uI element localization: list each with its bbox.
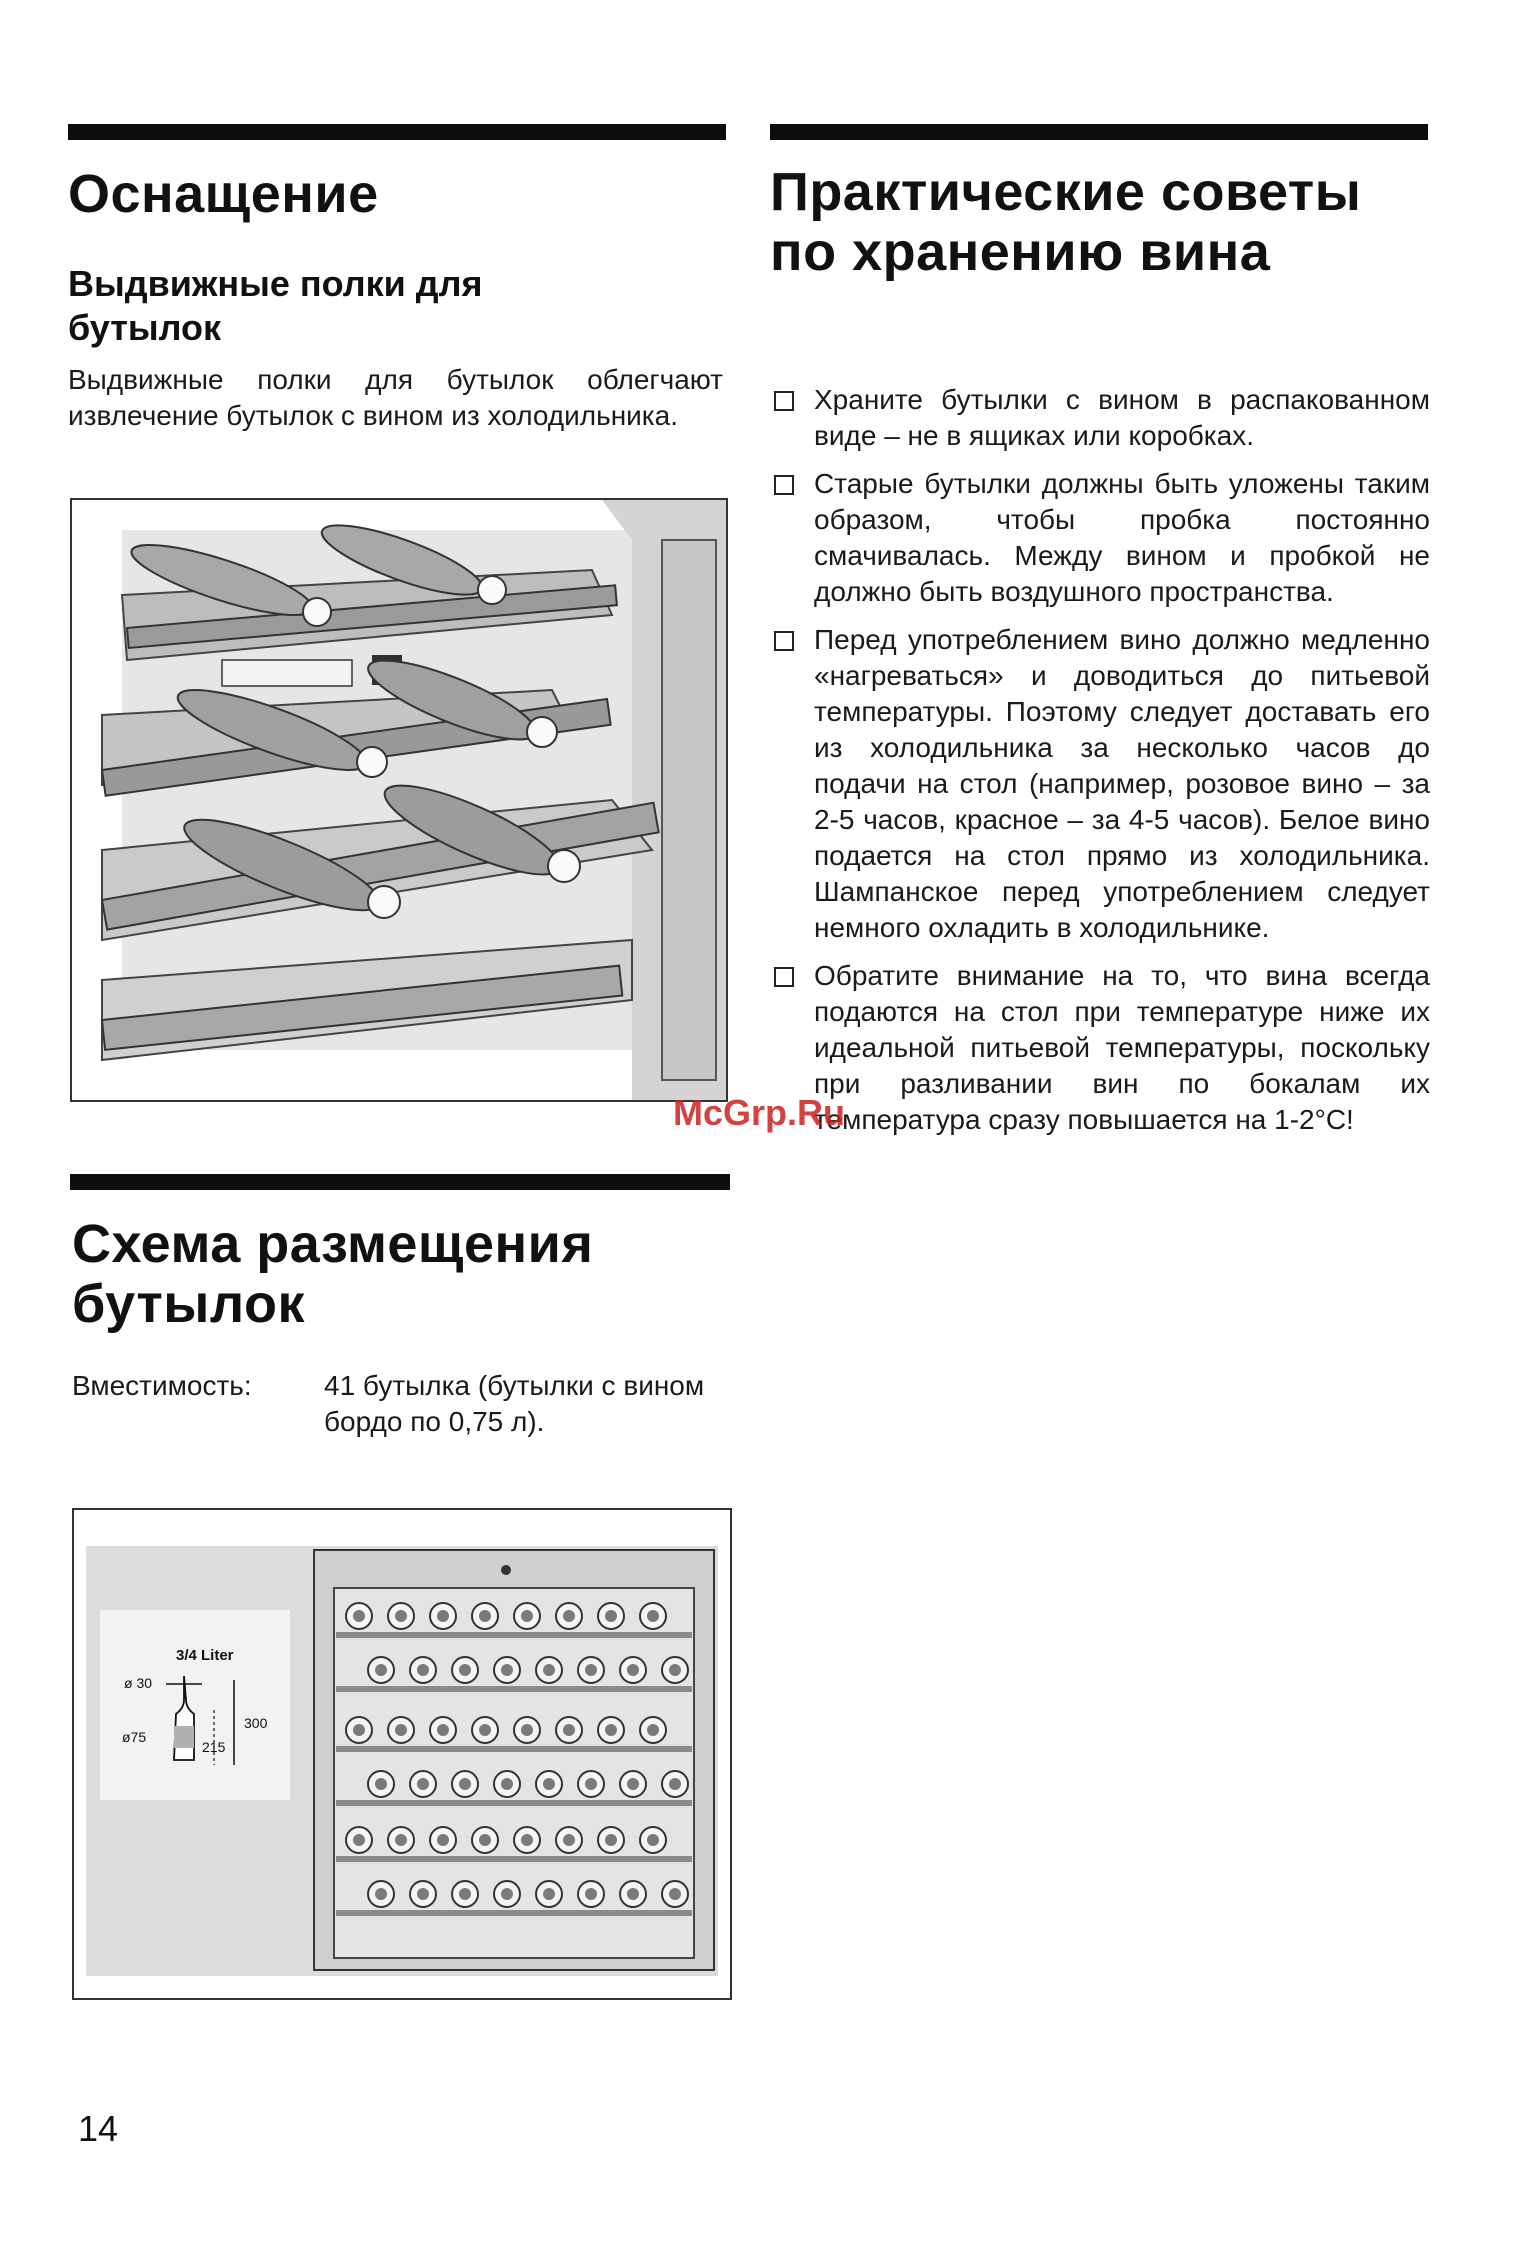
section-title-layout: Схема размещения бутылок	[72, 1214, 594, 1334]
bottle-cork	[501, 1778, 513, 1790]
bottle-cork	[543, 1664, 555, 1676]
bottle-cork	[395, 1724, 407, 1736]
tip-text: Храните бутылки с вином в распакованном виде – не в ящиках или коробках.	[814, 384, 1430, 451]
bottle-cork	[543, 1888, 555, 1900]
bottle-cork	[669, 1664, 681, 1676]
bottle-cork	[501, 1664, 513, 1676]
checkbox-bullet-icon	[774, 391, 794, 411]
bottle-cork	[437, 1724, 449, 1736]
height-body-label: 215	[202, 1739, 226, 1755]
bottle-cork	[543, 1778, 555, 1790]
shelf-line	[336, 1632, 692, 1638]
bottle-cork	[479, 1610, 491, 1622]
bottle-cork	[417, 1664, 429, 1676]
bottle-cork	[395, 1610, 407, 1622]
section-title-equipment: Оснащение	[68, 164, 379, 224]
shelf-line	[336, 1686, 692, 1692]
bottle-cork	[563, 1834, 575, 1846]
bottle-layout-drawing	[74, 1510, 730, 1998]
bottle-cork	[627, 1778, 639, 1790]
shelf-line	[336, 1910, 692, 1916]
watermark: McGrp.Ru	[673, 1092, 846, 1133]
bottle-cork	[375, 1664, 387, 1676]
section-rule-equipment	[68, 124, 726, 140]
bottle-cork	[395, 1834, 407, 1846]
section-rule-tips	[770, 124, 1428, 140]
page-number: 14	[78, 2108, 119, 2149]
subsection-title-shelves: Выдвижные полки для бутылок	[68, 263, 483, 348]
tip-item	[770, 622, 1430, 946]
capacity-value: 41 бутылка (бутылки с вином бордо по 0,75 л).	[324, 1370, 705, 1437]
bottle-cork	[669, 1778, 681, 1790]
bottle-cork	[605, 1834, 617, 1846]
tip-item	[770, 466, 1430, 610]
shelf-line	[336, 1746, 692, 1752]
bottle-cork	[605, 1724, 617, 1736]
tip-text: Перед употреблением вино должно медленно «нагреваться» и доводиться до питьевой температуры. Поэтому следует доставать его из холодильника за несколько часов до подачи на стол (например, розовое вино – за 2-5 часов, красное – за 4-5 часов). Белое вино подается на стол прямо из холодильника. Шампанское перед употреблением следует немного охладить в холодильнике.	[814, 624, 1430, 943]
bottle-cork	[627, 1664, 639, 1676]
bottle-cork	[417, 1778, 429, 1790]
bottle-cork	[647, 1834, 659, 1846]
bottle-cork	[521, 1834, 533, 1846]
bottle-cork	[375, 1778, 387, 1790]
bottle-cork	[605, 1610, 617, 1622]
checkbox-bullet-icon	[774, 631, 794, 651]
bottle-cork	[585, 1888, 597, 1900]
bottle-cork	[521, 1724, 533, 1736]
bottle-cork	[585, 1664, 597, 1676]
bottle-cork	[585, 1778, 597, 1790]
bottle-cork	[353, 1724, 365, 1736]
shelf-line	[336, 1856, 692, 1862]
bottle-cork	[437, 1834, 449, 1846]
checkbox-bullet-icon	[774, 967, 794, 987]
shelves-illustration	[70, 498, 728, 1102]
bottle-cork	[437, 1610, 449, 1622]
bottle-layout-diagram	[72, 1508, 732, 2000]
bottle-label: 3/4 Liter	[176, 1647, 234, 1664]
bottle-cork	[375, 1888, 387, 1900]
bottle-cork	[563, 1724, 575, 1736]
body-diameter-label: ø75	[122, 1729, 147, 1745]
tip-item	[770, 958, 1430, 1138]
bottle-cork	[647, 1724, 659, 1736]
shelves-description: Выдвижные полки для бутылок облегчают извлечение бутылок с вином из холодильника.	[68, 364, 723, 431]
tips-list	[770, 382, 1430, 1150]
bottle-cork	[459, 1778, 471, 1790]
capacity-label: Вместимость:	[72, 1370, 252, 1401]
bottle-cork	[479, 1834, 491, 1846]
bottle-cork	[353, 1610, 365, 1622]
wine-cooler-shelves-drawing	[72, 500, 726, 1100]
bottle-cork	[353, 1834, 365, 1846]
height-total-label: 300	[244, 1715, 268, 1731]
bottle-cork	[669, 1888, 681, 1900]
bottle-cork	[521, 1610, 533, 1622]
bottle-cork	[563, 1610, 575, 1622]
shelf-line	[336, 1800, 692, 1806]
bottle-cork	[459, 1888, 471, 1900]
bottle-cork	[627, 1888, 639, 1900]
tip-text: Старые бутылки должны быть уложены таким образом, чтобы пробка постоянно смачивалась. Между вином и пробкой не должно быть воздушного пространства.	[814, 468, 1430, 607]
tip-text: Обратите внимание на то, что вина всегда подаются на стол при температуре ниже их идеальной питьевой температуры, поскольку при разливании вин по бокалам их температура сразу повышается на 1-2°C!	[814, 960, 1430, 1135]
bottle-cork	[479, 1724, 491, 1736]
bottle-cork	[417, 1888, 429, 1900]
section-rule-layout	[70, 1174, 730, 1190]
neck-diameter-label: ø 30	[124, 1675, 153, 1691]
bottle-cork	[459, 1664, 471, 1676]
section-title-tips: Практические советы по хранению вина	[770, 162, 1362, 282]
checkbox-bullet-icon	[774, 475, 794, 495]
tip-item	[770, 382, 1430, 454]
bottle-cork	[501, 1888, 513, 1900]
bottle-cork	[647, 1610, 659, 1622]
